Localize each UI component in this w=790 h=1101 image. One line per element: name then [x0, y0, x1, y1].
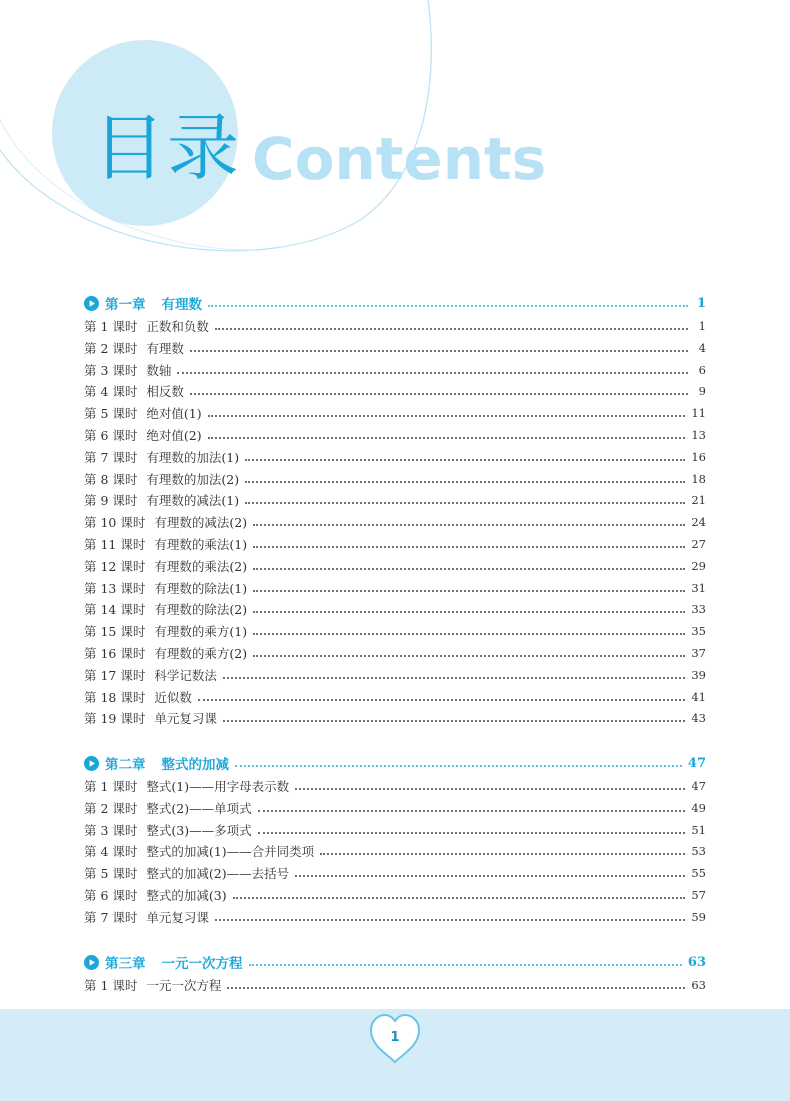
lesson-page-number: 21 — [691, 493, 706, 508]
dot-leader — [208, 305, 688, 307]
lesson-number: 第 5 课时 — [84, 866, 138, 882]
lesson-title: 有理数的减法(1) — [146, 493, 240, 509]
lesson-title: 整式的加减(1)——合并同类项 — [146, 844, 315, 860]
toc-entry[interactable] — [84, 598, 706, 620]
lesson-title: 单元复习课 — [154, 711, 217, 727]
play-circle-icon — [84, 296, 99, 311]
lesson-title: 单元复习课 — [146, 909, 209, 925]
dot-leader — [177, 372, 688, 374]
dot-leader — [253, 633, 685, 635]
lesson-number: 第 19 课时 — [84, 711, 146, 727]
lesson-title: 一元一次方程 — [146, 978, 222, 993]
dot-leader — [198, 699, 685, 701]
dot-leader — [253, 568, 685, 570]
lesson-page-number: 53 — [691, 844, 706, 859]
page-number: 1 — [390, 1030, 400, 1045]
lesson-page-number: 18 — [691, 471, 706, 486]
chapter-heading[interactable] — [84, 950, 706, 974]
lesson-title: 整式的加减(3) — [146, 888, 227, 903]
dot-leader — [215, 328, 688, 330]
dot-leader — [253, 611, 685, 613]
lesson-title: 有理数的减法(2) — [154, 515, 248, 531]
lesson-number: 第 4 课时 — [84, 384, 138, 400]
lesson-number: 第 9 课时 — [84, 493, 138, 509]
toc-entry[interactable] — [84, 620, 706, 642]
toc-entry[interactable] — [84, 402, 706, 424]
chapter-page-number: 1 — [696, 295, 706, 311]
lesson-number: 第 1 课时 — [84, 319, 138, 334]
lesson-page-number: 35 — [691, 624, 706, 639]
lesson-page-number: 37 — [691, 646, 706, 660]
chapter-heading[interactable] — [84, 291, 706, 315]
dot-leader — [223, 677, 685, 679]
lesson-page-number: 43 — [691, 711, 706, 726]
dot-leader — [208, 437, 686, 439]
lesson-number: 第 14 课时 — [84, 602, 146, 618]
chapter-label: 第一章 — [105, 297, 146, 313]
lesson-number: 第 11 课时 — [84, 537, 146, 552]
lesson-page-number: 1 — [698, 319, 706, 333]
lesson-title: 绝对值(1) — [146, 406, 202, 422]
dot-leader — [320, 853, 685, 855]
lesson-number: 第 13 课时 — [84, 580, 146, 596]
dot-leader — [190, 350, 688, 352]
toc-entry[interactable] — [84, 380, 706, 402]
lesson-number: 第 3 课时 — [84, 822, 138, 838]
lesson-number: 第 10 课时 — [84, 515, 146, 531]
lesson-page-number: 16 — [691, 449, 706, 464]
toc-entry[interactable] — [84, 686, 706, 708]
lesson-page-number: 29 — [691, 558, 706, 573]
lesson-page-number: 4 — [698, 340, 706, 355]
chapter-title: 有理数 — [161, 297, 202, 313]
toc-entry[interactable] — [84, 489, 706, 511]
lesson-number: 第 3 课时 — [84, 362, 138, 378]
dot-leader — [295, 875, 685, 877]
toc-entry[interactable] — [84, 840, 706, 862]
lesson-page-number: 31 — [691, 580, 706, 595]
lesson-number: 第 17 课时 — [84, 667, 146, 683]
lesson-page-number: 41 — [691, 689, 706, 704]
lesson-title: 有理数的乘方(1) — [154, 624, 248, 640]
chapter-page-number: 47 — [687, 755, 706, 771]
chapter-label: 第二章 — [105, 757, 146, 773]
toc-entry[interactable] — [84, 577, 706, 599]
dot-leader — [245, 459, 685, 461]
toc-entry[interactable] — [84, 468, 706, 490]
dot-leader — [253, 655, 685, 657]
toc-entry[interactable] — [84, 797, 706, 819]
dot-leader — [258, 832, 686, 834]
toc-entry[interactable] — [84, 707, 706, 729]
toc-entry[interactable] — [84, 642, 706, 664]
lesson-title: 有理数的除法(2) — [154, 602, 248, 618]
lesson-number: 第 12 课时 — [84, 558, 146, 574]
lesson-page-number: 47 — [691, 779, 706, 793]
lesson-page-number: 13 — [691, 428, 706, 442]
lesson-title: 整式的加减(2)——去括号 — [146, 866, 290, 882]
toc-entry[interactable] — [84, 884, 706, 906]
dot-leader — [249, 964, 682, 966]
toc-entry[interactable] — [84, 315, 706, 337]
chapter-title: 整式的加减 — [161, 757, 229, 773]
lesson-number: 第 2 课时 — [84, 800, 138, 816]
toc-entry[interactable] — [84, 446, 706, 468]
lesson-number: 第 16 课时 — [84, 646, 146, 661]
lesson-number: 第 8 课时 — [84, 471, 138, 487]
lesson-title: 正数和负数 — [146, 319, 209, 334]
lesson-page-number: 51 — [691, 822, 706, 837]
lesson-title: 整式(1)——用字母表示数 — [146, 779, 290, 794]
lesson-title: 相反数 — [146, 384, 184, 400]
lesson-number: 第 6 课时 — [84, 428, 138, 443]
dot-leader — [215, 919, 685, 921]
lesson-page-number: 33 — [691, 602, 706, 617]
toc-entry[interactable] — [84, 533, 706, 555]
toc-entry[interactable] — [84, 359, 706, 381]
lesson-title: 有理数的除法(1) — [154, 580, 248, 596]
lesson-title: 有理数的乘法(1) — [154, 537, 248, 552]
dot-leader — [227, 987, 685, 989]
lesson-title: 整式(2)——单项式 — [146, 800, 252, 816]
dot-leader — [245, 481, 685, 483]
toc-entry[interactable] — [84, 906, 706, 928]
page-title-cn: 目录 — [93, 106, 242, 190]
lesson-title: 科学记数法 — [154, 667, 217, 683]
lesson-page-number: 39 — [691, 667, 706, 682]
lesson-page-number: 9 — [698, 384, 706, 399]
dot-leader — [235, 765, 682, 767]
toc-entry[interactable] — [84, 511, 706, 533]
lesson-number: 第 7 课时 — [84, 449, 138, 465]
chapter-title: 一元一次方程 — [161, 956, 243, 972]
toc-entry[interactable] — [84, 664, 706, 686]
lesson-page-number: 63 — [691, 978, 706, 992]
lesson-number: 第 15 课时 — [84, 624, 146, 640]
lesson-page-number: 11 — [691, 406, 706, 421]
lesson-title: 近似数 — [154, 689, 192, 705]
toc-entry[interactable] — [84, 424, 706, 446]
lesson-page-number: 27 — [691, 537, 706, 551]
toc-entry[interactable] — [84, 555, 706, 577]
dot-leader — [295, 788, 685, 790]
chapter-heading[interactable] — [84, 751, 706, 775]
lesson-title: 有理数 — [146, 340, 184, 356]
toc-entry[interactable] — [84, 775, 706, 797]
lesson-number: 第 7 课时 — [84, 909, 138, 925]
toc-entry[interactable] — [84, 974, 706, 996]
lesson-title: 有理数的加法(2) — [146, 471, 240, 487]
dot-leader — [190, 393, 688, 395]
toc-entry[interactable] — [84, 862, 706, 884]
page-title-en: Contents — [252, 125, 547, 193]
lesson-title: 数轴 — [146, 362, 172, 378]
lesson-number: 第 1 课时 — [84, 779, 138, 794]
dot-leader — [253, 524, 685, 526]
toc-entry[interactable] — [84, 819, 706, 841]
lesson-page-number: 49 — [691, 800, 706, 815]
lesson-title: 有理数的加法(1) — [146, 449, 240, 465]
lesson-title: 有理数的乘法(2) — [154, 558, 248, 574]
dot-leader — [233, 897, 686, 899]
lesson-title: 绝对值(2) — [146, 428, 202, 443]
lesson-page-number: 6 — [698, 362, 706, 377]
lesson-page-number: 59 — [691, 909, 706, 924]
lesson-page-number: 24 — [691, 515, 706, 530]
chapter-page-number: 63 — [687, 954, 706, 970]
lesson-number: 第 1 课时 — [84, 978, 138, 993]
dot-leader — [253, 590, 685, 592]
lesson-number: 第 6 课时 — [84, 888, 138, 903]
dot-leader — [223, 720, 685, 722]
play-circle-icon — [84, 955, 99, 970]
lesson-page-number: 57 — [691, 888, 706, 902]
lesson-title: 有理数的乘方(2) — [154, 646, 248, 661]
lesson-number: 第 4 课时 — [84, 844, 138, 860]
lesson-title: 整式(3)——多项式 — [146, 822, 252, 838]
lesson-page-number: 55 — [691, 866, 706, 881]
dot-leader — [253, 546, 685, 548]
dot-leader — [208, 415, 686, 417]
dot-leader — [258, 810, 686, 812]
chapter-label: 第三章 — [105, 956, 146, 972]
lesson-number: 第 18 课时 — [84, 689, 146, 705]
lesson-number: 第 5 课时 — [84, 406, 138, 422]
play-circle-icon — [84, 756, 99, 771]
toc-entry[interactable] — [84, 337, 706, 359]
lesson-number: 第 2 课时 — [84, 340, 138, 356]
dot-leader — [245, 502, 685, 504]
